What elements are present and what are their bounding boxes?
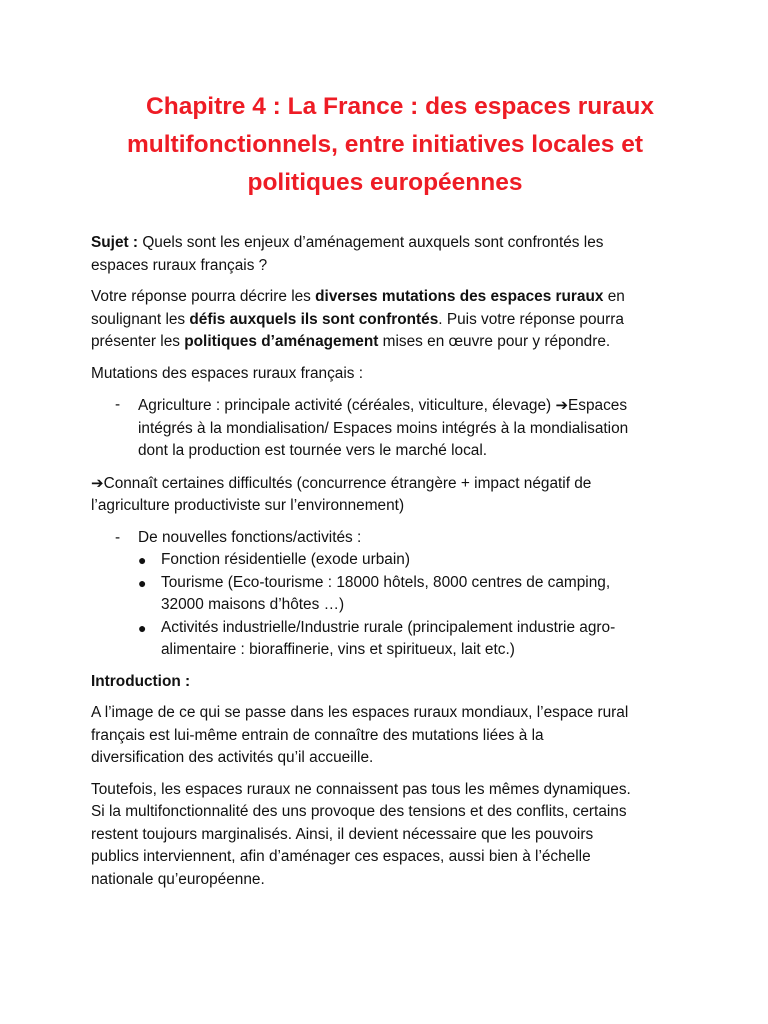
reponse-emphasis-defis: défis auxquels ils sont confrontés (189, 310, 439, 328)
reponse-text: présenter les (91, 333, 185, 350)
reponse-text: Votre réponse pourra décrire les (91, 288, 316, 305)
intro-line: Toutefois, les espaces ruraux ne connaissent pas tous les mêmes dynamiques. (91, 780, 631, 798)
introduction-heading (91, 671, 681, 694)
intro-line: nationale qu’européenne. (91, 870, 265, 888)
chapter-title-line-2: multifonctionnels, entre initiatives locales et (127, 131, 643, 158)
intro-line: diversification des activités qu’il accueille. (91, 749, 374, 766)
reponse-paragraph (91, 286, 681, 354)
nouvelles-list (91, 527, 681, 662)
sujet-line-2: espaces ruraux français ? (91, 256, 268, 274)
bullet-icon: ● (138, 574, 147, 591)
document-body (91, 232, 681, 900)
difficultes-paragraph (91, 472, 681, 518)
reponse-text: soulignant les (91, 310, 190, 328)
intro-line: restent toujours marginalisés. Ainsi, il devient nécessaire que les pouvoirs (91, 825, 594, 843)
dash-marker: - (115, 528, 121, 546)
list-item-agriculture (91, 394, 681, 463)
bullet-icon: ● (138, 552, 147, 568)
sujet-paragraph (91, 232, 681, 277)
reponse-text: mises en œuvre pour y répondre. (378, 333, 611, 350)
bullet-text: alimentaire : bioraffinerie, vins et spiritueux, lait etc.) (161, 641, 515, 658)
chapter-title-line-1: Chapitre 4 : La France : des espaces ruraux (146, 93, 654, 120)
mutations-heading: Mutations des espaces ruraux français : (91, 364, 364, 382)
agriculture-line-2: intégrés à la mondialisation/ Espaces moins intégrés à la mondialisation (138, 419, 629, 437)
arrow-icon: ➔ (91, 473, 104, 492)
sujet-label: Sujet : (91, 234, 139, 251)
bullet-text: Activités industrielle/Industrie rurale (principalement industrie agro- (161, 618, 616, 636)
list-item-tourisme (91, 572, 681, 617)
list-item-nouvelles (91, 527, 681, 550)
reponse-text: en (603, 288, 625, 305)
agriculture-line-1: Agriculture : principale activité (céréales, viticulture, élevage) (138, 397, 556, 414)
reponse-emphasis-mutations: diverses mutations des espaces ruraux (315, 288, 604, 305)
introduction-heading-text: Introduction : (91, 672, 191, 690)
agriculture-line-1-end: Espaces (568, 397, 628, 414)
bullet-text: Tourisme (Eco-tourisme : 18000 hôtels, 8000 centres de camping, (161, 573, 611, 591)
difficultes-line-1: Connaît certaines difficultés (concurrence étrangère + impact négatif de (103, 474, 592, 492)
intro-line: A l’image de ce qui se passe dans les espaces ruraux mondiaux, l’espace rural (91, 704, 629, 721)
bullet-icon: ● (138, 619, 147, 636)
bullet-text: Fonction résidentielle (exode urbain) (161, 551, 410, 568)
sujet-line-1: Quels sont les enjeux d’aménagement auxquels sont confrontés les (142, 234, 604, 251)
dash-marker: - (115, 396, 121, 413)
agriculture-list (91, 394, 681, 463)
introduction-paragraph-2 (91, 779, 681, 892)
reponse-emphasis-politiques: politiques d’aménagement (184, 333, 379, 350)
list-item-industrie (91, 617, 681, 662)
list-item-residentielle (91, 549, 681, 572)
intro-line: Si la multifonctionnalité des uns provoque des tensions et des conflits, certains (91, 803, 627, 820)
chapter-title (60, 88, 710, 202)
agriculture-line-3: dont la production est tournée vers le marché local. (138, 442, 488, 459)
chapter-title-line-3: politiques européennes (247, 169, 523, 196)
arrow-icon: ➔ (555, 396, 569, 414)
intro-line: publics interviennent, afin d’aménager ces espaces, aussi bien à l’échelle (91, 848, 591, 865)
introduction-paragraph-1 (91, 702, 681, 770)
reponse-text: . Puis votre réponse pourra (438, 310, 624, 328)
nouvelles-label: De nouvelles fonctions/activités : (138, 528, 362, 546)
difficultes-line-2: l’agriculture productiviste sur l’environnement) (91, 497, 405, 514)
bullet-text: 32000 maisons d’hôtes …) (161, 596, 345, 613)
intro-line: français est lui-même entrain de connaître des mutations liées à la (91, 726, 544, 744)
